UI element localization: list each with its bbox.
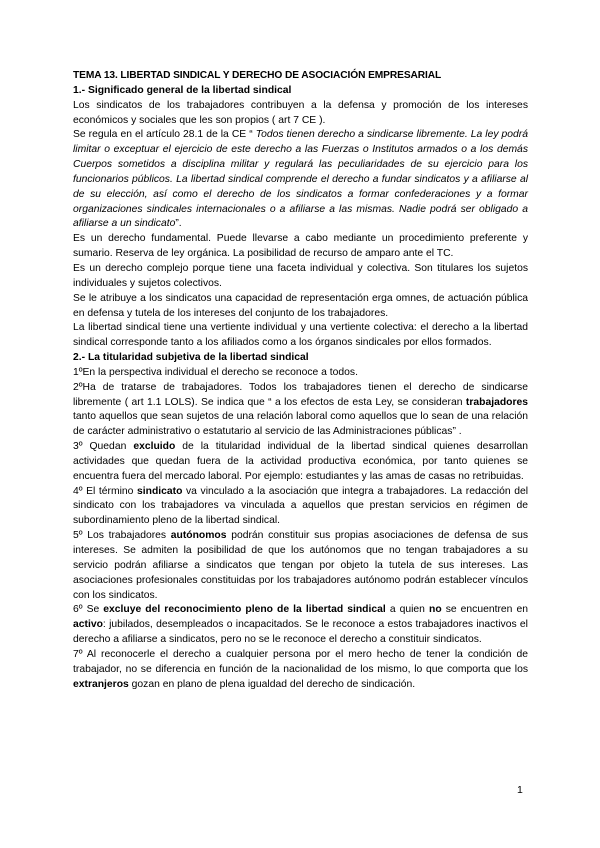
document-body <box>73 69 528 692</box>
text-run: : jubilados, desempleados o incapacitados. Se le reconoce a estos trabajadores inactivos el derecho a afiliarse a sindicatos, pero no se le reconoce el derecho a constituir sindicatos. <box>73 619 528 646</box>
text-run: va vinculado a la asociación que integra a trabajadores. La redacción del sindicato con los trabajadores va vinculada a aquellos que prestan servicios en régimen de subordinamiento pleno de la libertad sindical. <box>73 485 528 527</box>
list-item <box>73 440 528 485</box>
text-run: 4º El término <box>73 485 137 497</box>
quote-intro: Se regula en el artículo 28.1 de la CE “ <box>73 129 256 141</box>
list-item <box>73 529 528 603</box>
bold-term: trabajadores <box>465 396 528 408</box>
text-run: podrán constituir sus propias asociaciones de defensa de sus intereses. Se admiten la posibilidad de que los autónomos que no tengan trabajadores a su servicio podrán afiliarse a sindicatos que tengan por objeto la tutela de sus intereses. Las asociaciones profesionales constituidas por los trabajadores autónomo podrán establecer vínculos con los sindicatos. <box>73 530 528 601</box>
text-run: 3º Quedan <box>73 441 134 453</box>
paragraph: Se le atribuye a los sindicatos una capacidad de representación erga omnes, de actuación pública en defensa y tutela de los intereses del conjunto de los trabajadores. <box>73 292 528 319</box>
list-item <box>73 648 528 693</box>
bold-term: no <box>429 604 442 616</box>
paragraph: Los sindicatos de los trabajadores contribuyen a la defensa y promoción de los intereses económicos y sociales que les son propios ( art 7 CE ). <box>73 99 528 126</box>
text-run: 7º Al reconocerle el derecho a cualquier persona por el mero hecho de tener la condición de trabajador, no se diferencia en función de la nacionalidad de los mismo, lo que comporta que los <box>73 648 528 675</box>
paragraph: Es un derecho complejo porque tiene una faceta individual y colectiva. Son titulares los sujetos individuales y sujetos colectivos. <box>73 262 528 289</box>
text-run: tanto aquellos que sean sujetos de una relación laboral como aquellos que lo sean de una relación de carácter administrativo o estatutario al servicio de las Administraciones públicas” . <box>73 411 528 438</box>
section-1-heading: 1.- Significado general de la libertad sindical <box>73 84 292 96</box>
text-run: 5º Los trabajadores <box>73 530 171 542</box>
quote-end: ”. <box>175 218 182 230</box>
bold-term: excluye del reconocimiento pleno de la libertad sindical <box>103 604 386 616</box>
bold-term: sindicato <box>137 485 183 497</box>
bold-term: extranjeros <box>73 678 129 690</box>
list-item: 1ºEn la perspectiva individual el derecho se reconoce a todos. <box>73 366 358 378</box>
text-run: se encuentren en <box>441 604 528 616</box>
text-run: a quien <box>385 604 429 616</box>
text-run: gozan en plano de plena igualdad del derecho de sindicación. <box>128 678 416 690</box>
list-item <box>73 485 528 530</box>
list-item <box>73 381 528 440</box>
paragraph: Es un derecho fundamental. Puede llevarse a cabo mediante un procedimiento preferente y sumario. Reserva de ley orgánica. La posibilidad de recurso de amparo ante el TC. <box>73 233 528 260</box>
list-item <box>73 603 528 648</box>
text-run: 6º Se <box>73 604 104 616</box>
bold-term: activo <box>73 619 103 631</box>
paragraph: La libertad sindical tiene una vertiente individual y una vertiente colectiva: el derecho a la libertad sindical corresponde tanto a los afiliados como a los órganos sindicales por ellos formados. <box>73 322 528 349</box>
quote-text: Todos tienen derecho a sindicarse libremente. La ley podrá limitar o exceptuar el ejercicio de este derecho a las Fuerzas o Institutos armados o a los demás Cuerpos sometidos a disciplina militar y regulará las peculiaridades de su ejercicio para los funcionarios públicos. La libertad sindical comprende el derecho a fundar sindicatos y a afiliarse al de su elección, así como el derecho de los sindicatos a formar confederaciones y a formar organizaciones sindicales internacionales o a afiliarse a las mismas. Nadie podrá ser obligado a afiliarse a un sindicato <box>73 129 528 230</box>
section-2-heading: 2.- La titularidad subjetiva de la libertad sindical <box>73 352 309 364</box>
bold-term: excluido <box>133 441 176 453</box>
paragraph-constitution-quote <box>73 128 528 232</box>
text-run: 2ºHa de tratarse de trabajadores. Todos los trabajadores tienen el derecho de sindicarse libremente ( art 1.1 LOLS). Se indica que “ a los efectos de esta Ley, se consideran <box>73 381 528 408</box>
document-title: TEMA 13. LIBERTAD SINDICAL Y DERECHO DE ASOCIACIÓN EMPRESARIAL <box>73 70 442 81</box>
text-run: de la titularidad individual de la libertad sindical quienes desarrollan actividades que quedan fuera de la actividad productiva económica, por tanto quienes se encuentra fuera del mercado laboral. Por ejemplo: estudiantes y las amas de casas no retribuidas. <box>73 441 529 482</box>
page-number: 1 <box>517 784 523 796</box>
bold-term: autónomos <box>170 530 227 542</box>
